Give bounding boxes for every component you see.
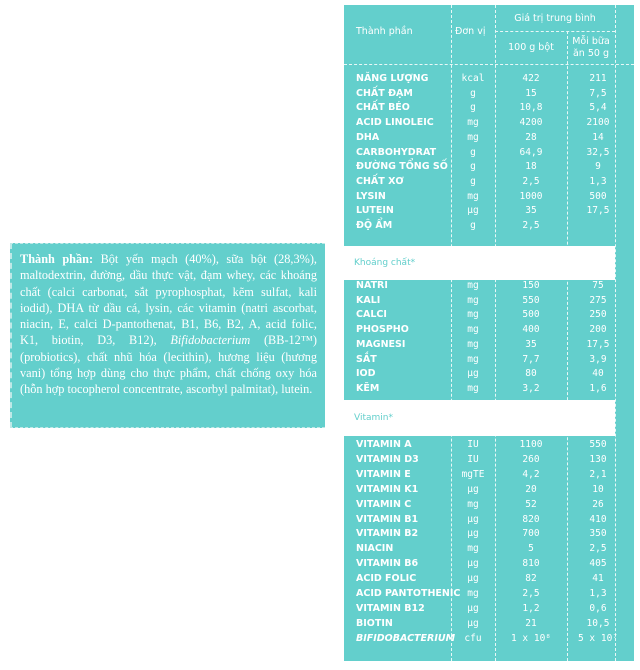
- row-value-serving: 17,5: [586, 338, 610, 350]
- row-name: CALCI: [356, 309, 387, 321]
- table-row: [344, 587, 634, 601]
- row-value-100g: 422: [522, 73, 540, 84]
- table-row: [344, 87, 634, 101]
- header-unit: Đơn vị: [455, 26, 486, 37]
- table-row: [344, 382, 634, 396]
- row-value-100g: 5: [528, 543, 534, 555]
- header-per-serving-line2: ăn 50 g: [572, 48, 609, 59]
- row-name: BIOTIN: [356, 617, 393, 629]
- row-value-serving: 10,5: [586, 617, 610, 629]
- table-row: [344, 131, 634, 145]
- row-value-100g: 10,8: [519, 102, 543, 114]
- row-unit: mg: [467, 131, 479, 143]
- row-name: VITAMIN A: [356, 439, 412, 450]
- row-name: VITAMIN B2: [356, 528, 419, 540]
- row-name: VITAMIN D3: [356, 453, 419, 465]
- row-name: ACID FOLIC: [356, 573, 417, 585]
- row-value-serving: 211: [589, 73, 607, 84]
- row-value-serving: 3,9: [589, 353, 607, 365]
- ingredients-label: Thành phần:: [20, 252, 94, 266]
- row-unit: g: [470, 102, 476, 114]
- row-value-serving: 275: [589, 294, 607, 306]
- row-value-serving: 14: [592, 131, 604, 143]
- row-name: CARBOHYDRAT: [356, 146, 437, 158]
- table-row: [344, 513, 634, 527]
- row-name: NATRI: [356, 280, 388, 291]
- row-name: CHẤT ĐẠM: [356, 87, 413, 99]
- table-row: [344, 72, 634, 86]
- table-row: [344, 116, 634, 130]
- table-row: [344, 204, 634, 218]
- ingredients-italic: Bifidobacterium: [170, 333, 251, 348]
- table-row: [344, 101, 634, 115]
- row-unit: µg: [467, 617, 479, 629]
- row-unit: µg: [467, 368, 479, 380]
- row-unit: mg: [467, 324, 479, 336]
- row-value-100g: 80: [525, 368, 537, 380]
- row-value-serving: 9: [595, 161, 601, 173]
- row-unit: mg: [467, 382, 479, 394]
- row-value-100g: 52: [525, 498, 537, 510]
- row-unit: kcal: [461, 73, 485, 84]
- row-value-100g: 550: [522, 294, 540, 306]
- row-value-serving: 41: [592, 573, 604, 585]
- table-row: [344, 483, 634, 497]
- row-name: DHA: [356, 131, 380, 143]
- row-value-serving: 26: [592, 498, 604, 510]
- row-name: LYSIN: [356, 190, 386, 202]
- row-value-100g: 64,9: [519, 146, 543, 158]
- row-unit: mg: [467, 294, 479, 306]
- row-name: NĂNG LƯỢNG: [356, 73, 429, 84]
- row-unit: µg: [467, 513, 479, 525]
- header-divider: [495, 31, 615, 32]
- row-value-100g: 21: [525, 617, 537, 629]
- header-per-serving: [567, 36, 615, 60]
- table-row: [344, 146, 634, 160]
- row-unit: g: [470, 175, 476, 187]
- header-component: Thành phần: [356, 26, 413, 37]
- table-row: [344, 219, 634, 233]
- row-value-100g: 1,2: [522, 602, 540, 614]
- row-value-serving: 2100: [586, 117, 610, 129]
- table-row: [344, 190, 634, 204]
- table-row: [344, 175, 634, 189]
- row-unit: mg: [467, 338, 479, 350]
- table-row: [344, 632, 634, 646]
- row-name: KALI: [356, 294, 381, 306]
- row-unit: mg: [467, 543, 479, 555]
- row-unit: IU: [467, 453, 479, 465]
- table-row: [344, 367, 634, 381]
- row-unit: mg: [467, 280, 479, 291]
- row-name: ACID LINOLEIC: [356, 117, 434, 129]
- row-value-100g: 2,5: [522, 220, 540, 231]
- row-name: LUTEIN: [356, 205, 394, 217]
- row-value-serving: 500: [589, 190, 607, 202]
- row-value-100g: 20: [525, 483, 537, 495]
- row-value-100g: 150: [522, 280, 540, 291]
- row-unit: µg: [467, 573, 479, 585]
- table-row: [344, 557, 634, 571]
- row-unit: mg: [467, 117, 479, 129]
- row-value-100g: 18: [525, 161, 537, 173]
- row-name: VITAMIN B1: [356, 513, 419, 525]
- row-value-100g: 400: [522, 324, 540, 336]
- row-unit: µg: [467, 558, 479, 570]
- table-row: [344, 438, 634, 452]
- row-value-100g: 7,7: [522, 353, 540, 365]
- row-value-100g: 820: [522, 513, 540, 525]
- row-value-100g: 2,5: [522, 588, 540, 599]
- row-value-100g: 1000: [519, 190, 543, 202]
- ingredients-text-part2: (BB-12™) (probiotics), chất nhũ hóa (lecithin), hương liệu (hương vani) tổng hợp dùng cho thực phẩm, chất chống oxy hóa (hỗn hợp tocopherol concentrate, ascorbyl palmitat), lutein.: [20, 333, 317, 397]
- row-value-100g: 4,2: [522, 468, 540, 480]
- row-unit: g: [470, 146, 476, 158]
- table-row: [344, 572, 634, 586]
- table-row: [344, 160, 634, 174]
- header-average: Giá trị trung bình: [514, 13, 596, 24]
- header-per-100g: 100 g bột: [508, 42, 554, 53]
- row-value-100g: 260: [522, 453, 540, 465]
- row-value-100g: 35: [525, 338, 537, 350]
- row-value-serving: 2,1: [589, 468, 607, 480]
- table-row: [344, 527, 634, 541]
- section-vitamins-label: Vitamin*: [354, 413, 393, 423]
- row-value-100g: 4200: [519, 117, 543, 129]
- row-name: ĐỘ ẨM: [356, 220, 393, 231]
- row-value-serving: 0,6: [589, 602, 607, 614]
- row-value-100g: 700: [522, 528, 540, 540]
- row-value-serving: 405: [589, 558, 607, 570]
- row-name: VITAMIN B6: [356, 558, 419, 570]
- row-value-100g: 810: [522, 558, 540, 570]
- row-unit: g: [470, 161, 476, 173]
- section-minerals-label: Khoáng chất*: [354, 258, 416, 268]
- row-value-100g: 35: [525, 205, 537, 217]
- header-divider: [344, 64, 634, 65]
- table-row: [344, 453, 634, 467]
- row-name: ĐƯỜNG TỔNG SỐ: [356, 161, 448, 173]
- row-name: VITAMIN C: [356, 498, 412, 510]
- row-unit: g: [470, 87, 476, 99]
- row-value-serving: 17,5: [586, 205, 610, 217]
- row-name: PHOSPHO: [356, 324, 409, 336]
- ingredients-text-part1: Bột yến mạch (40%), sữa bột (28,3%), maltodextrin, đường, dầu thực vật, đạm whey, các khoáng chất (calci carbonat, sắt pyrophosphat, kẽm sulfat, kali iodid), DHA từ dầu cá, lysin, các vitamin (natri ascorbat, niacin, E, calci D-pantothenat, B1, B6, B2, A, acid folic, K1, biotin, D3, B12),: [20, 252, 318, 348]
- row-name: NIACIN: [356, 543, 394, 555]
- row-unit: mg: [467, 190, 479, 202]
- row-value-serving: 40: [592, 368, 604, 380]
- row-value-serving: 410: [589, 513, 607, 525]
- table-row: [344, 308, 634, 322]
- row-unit: mg: [467, 309, 479, 321]
- table-row: [344, 279, 634, 293]
- table-row: [344, 323, 634, 337]
- table-row: [344, 617, 634, 631]
- row-value-100g: 28: [525, 131, 537, 143]
- row-name: VITAMIN E: [356, 468, 411, 480]
- row-value-serving: 250: [589, 309, 607, 321]
- row-value-serving: 200: [589, 324, 607, 336]
- row-unit: mg: [467, 353, 479, 365]
- row-name: KẼM: [356, 382, 380, 394]
- row-value-serving: 1,3: [589, 588, 607, 599]
- row-value-serving: 5 x 10⁷: [577, 632, 619, 644]
- row-name: ACID PANTOTHENIC: [356, 588, 461, 599]
- row-unit: µg: [467, 205, 479, 217]
- table-row: [344, 338, 634, 352]
- row-unit: µg: [467, 528, 479, 540]
- table-row: [344, 542, 634, 556]
- row-value-100g: 2,5: [522, 175, 540, 187]
- row-name: IOD: [356, 368, 376, 380]
- row-name: SẮT: [356, 353, 377, 365]
- row-unit: mgTE: [461, 468, 485, 480]
- header-per-serving-line1: Mỗi bữa: [572, 36, 610, 47]
- row-value-100g: 15: [525, 87, 537, 99]
- row-name: MAGNESI: [356, 338, 406, 350]
- row-value-100g: 82: [525, 573, 537, 585]
- row-name: VITAMIN K1: [356, 483, 419, 495]
- row-value-serving: 1,6: [589, 382, 607, 394]
- table-row: [344, 498, 634, 512]
- row-value-serving: 10: [592, 483, 604, 495]
- table-row: [344, 294, 634, 308]
- row-name: CHẤT BÉO: [356, 102, 410, 114]
- ingredients-box: [10, 243, 325, 428]
- section-minerals: [344, 246, 615, 280]
- row-value-serving: 130: [589, 453, 607, 465]
- row-unit: µg: [467, 602, 479, 614]
- row-value-100g: 3,2: [522, 382, 540, 394]
- row-value-serving: 2,5: [589, 543, 607, 555]
- section-vitamins: [344, 400, 615, 436]
- row-name: BIFIDOBACTERIUM: [356, 632, 456, 644]
- row-unit: g: [470, 220, 476, 231]
- row-value-100g: 1 x 10⁸: [510, 632, 552, 644]
- row-unit: mg: [467, 588, 479, 599]
- row-value-serving: 7,5: [589, 87, 607, 99]
- row-value-serving: 350: [589, 528, 607, 540]
- row-unit: µg: [467, 483, 479, 495]
- table-row: [344, 468, 634, 482]
- row-unit: cfu: [464, 632, 482, 644]
- row-value-100g: 1100: [519, 439, 543, 450]
- nutrition-table: [344, 5, 634, 661]
- row-value-serving: 32,5: [586, 146, 610, 158]
- row-value-100g: 500: [522, 309, 540, 321]
- row-name: VITAMIN B12: [356, 602, 425, 614]
- row-unit: mg: [467, 498, 479, 510]
- row-value-serving: 1,3: [589, 175, 607, 187]
- row-value-serving: 75: [592, 280, 604, 291]
- row-name: CHẤT XƠ: [356, 175, 404, 187]
- row-value-serving: 550: [589, 439, 607, 450]
- row-unit: IU: [467, 439, 479, 450]
- table-row: [344, 353, 634, 367]
- table-row: [344, 602, 634, 616]
- row-value-serving: 5,4: [589, 102, 607, 114]
